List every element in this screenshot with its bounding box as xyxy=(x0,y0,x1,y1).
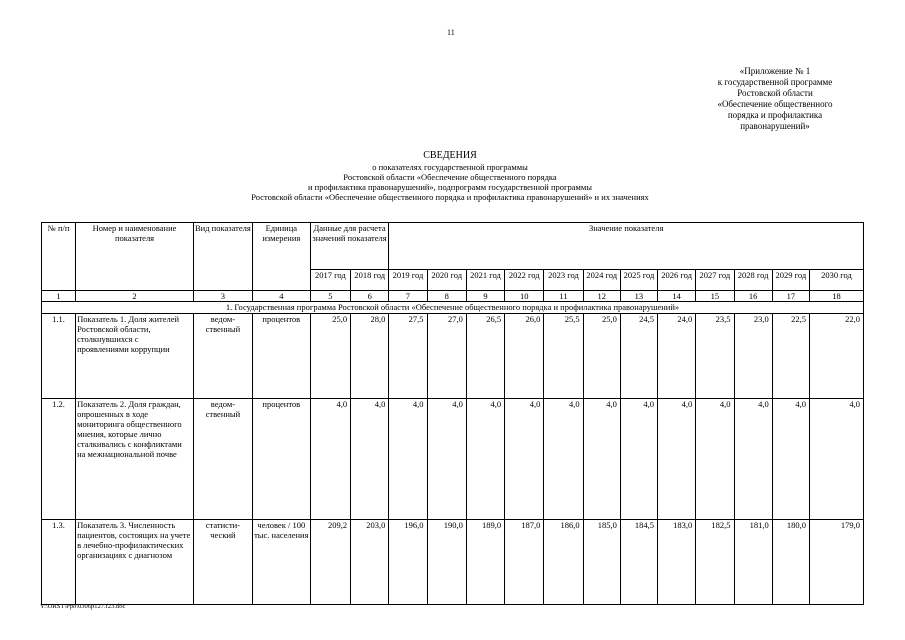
row-num: 1.3. xyxy=(42,520,76,605)
row-value: 4,0 xyxy=(658,399,696,520)
row-unit: процентов xyxy=(252,314,310,399)
row-value: 25,5 xyxy=(544,314,583,399)
row-value: 23,5 xyxy=(696,314,734,399)
row-value: 187,0 xyxy=(505,520,544,605)
column-number: 7 xyxy=(389,291,427,302)
column-number: 12 xyxy=(583,291,620,302)
document-title: СВЕДЕНИЯ xyxy=(423,150,477,161)
row-num: 1.2. xyxy=(42,399,76,520)
row-value: 27,0 xyxy=(427,314,466,399)
column-number: 17 xyxy=(772,291,809,302)
row-kind: ведом-ственный xyxy=(193,314,252,399)
row-value: 22,0 xyxy=(809,314,863,399)
row-value: 183,0 xyxy=(658,520,696,605)
column-number: 8 xyxy=(427,291,466,302)
table-row xyxy=(42,314,864,399)
appendix-line: правонарушений» xyxy=(740,121,810,131)
row-name: Показатель 3. Численность пациентов, состоящих на учете в лечебно-профилактических организациях с диагнозом xyxy=(76,520,194,605)
row-value: 182,5 xyxy=(696,520,734,605)
header-year: 2024 год xyxy=(583,270,620,291)
row-value: 28,0 xyxy=(351,314,389,399)
row-value: 203,0 xyxy=(351,520,389,605)
row-value: 4,0 xyxy=(466,399,504,520)
appendix-note xyxy=(690,66,860,132)
header-year: 2025 год xyxy=(620,270,657,291)
header-base: Данные для расчета значений показателя xyxy=(310,223,389,270)
header-year: 2017 год xyxy=(310,270,350,291)
heading-line: и профилактика правонарушений», подпрограмм государственной программы xyxy=(308,182,592,192)
heading-line: Ростовской области «Обеспечение общественного порядка и профилактика правонарушений» и их значениях xyxy=(251,192,649,202)
column-number: 9 xyxy=(466,291,504,302)
row-unit: человек / 100 тыс. населения xyxy=(252,520,310,605)
row-value: 4,0 xyxy=(310,399,350,520)
header-year: 2021 год xyxy=(466,270,504,291)
header-kind: Вид показателя xyxy=(193,223,252,291)
appendix-line: «Обеспечение общественного xyxy=(717,99,833,109)
header-name: Номер и наименование показателя xyxy=(76,223,194,291)
row-value: 4,0 xyxy=(544,399,583,520)
document-heading xyxy=(150,150,750,202)
row-value: 4,0 xyxy=(772,399,809,520)
column-number: 3 xyxy=(193,291,252,302)
row-value: 185,0 xyxy=(583,520,620,605)
header-year: 2023 год xyxy=(544,270,583,291)
row-value: 209,2 xyxy=(310,520,350,605)
row-value: 24,5 xyxy=(620,314,657,399)
row-value: 4,0 xyxy=(620,399,657,520)
column-numbers-row xyxy=(42,291,864,302)
header-value: Значение показателя xyxy=(389,223,864,270)
row-value: 26,0 xyxy=(505,314,544,399)
header-unit: Единица измерения xyxy=(252,223,310,291)
column-number: 16 xyxy=(734,291,772,302)
row-value: 23,0 xyxy=(734,314,772,399)
row-value: 196,0 xyxy=(389,520,427,605)
header-year: 2018 год xyxy=(351,270,389,291)
row-value: 181,0 xyxy=(734,520,772,605)
header-year: 2030 год xyxy=(809,270,863,291)
row-name: Показатель 2. Доля граждан, опрошенных в ходе мониторинга общественного мнения, которые лично сталкивались с конфликтами на межнациональной почве xyxy=(76,399,194,520)
header-year: 2019 год xyxy=(389,270,427,291)
row-kind: статисти-ческий xyxy=(193,520,252,605)
indicators-table xyxy=(41,222,864,605)
row-unit: процентов xyxy=(252,399,310,520)
header-year: 2028 год xyxy=(734,270,772,291)
appendix-line: порядка и профилактика xyxy=(727,110,823,120)
row-value: 4,0 xyxy=(809,399,863,520)
row-value: 186,0 xyxy=(544,520,583,605)
section-title: 1. Государственная программа Ростовской области «Обеспечение общественного порядка и профилактика правонарушений» xyxy=(42,302,864,314)
column-number: 13 xyxy=(620,291,657,302)
header-year: 2029 год xyxy=(772,270,809,291)
row-value: 25,0 xyxy=(583,314,620,399)
row-value: 179,0 xyxy=(809,520,863,605)
column-number: 14 xyxy=(658,291,696,302)
column-number: 2 xyxy=(76,291,194,302)
column-number: 6 xyxy=(351,291,389,302)
row-num: 1.1. xyxy=(42,314,76,399)
header-year: 2022 год xyxy=(505,270,544,291)
row-value: 25,0 xyxy=(310,314,350,399)
column-number: 18 xyxy=(809,291,863,302)
file-path-footer: Y:\ORST\Ppo\0306p127.f23.doc xyxy=(40,603,126,610)
column-number: 10 xyxy=(505,291,544,302)
row-kind: ведом-ственный xyxy=(193,399,252,520)
appendix-line: «Приложение № 1 xyxy=(739,66,811,76)
row-value: 27,5 xyxy=(389,314,427,399)
appendix-line: к государственной программе xyxy=(717,77,833,87)
header-year: 2026 год xyxy=(658,270,696,291)
row-value: 4,0 xyxy=(696,399,734,520)
row-value: 4,0 xyxy=(389,399,427,520)
row-value: 24,0 xyxy=(658,314,696,399)
page-number: 11 xyxy=(447,28,455,37)
column-number: 1 xyxy=(42,291,76,302)
column-number: 11 xyxy=(544,291,583,302)
row-name: Показатель 1. Доля жителей Ростовской области, столкнувшихся с проявлениями коррупции xyxy=(76,314,194,399)
row-value: 4,0 xyxy=(583,399,620,520)
row-value: 22,5 xyxy=(772,314,809,399)
table-row xyxy=(42,520,864,605)
row-value: 190,0 xyxy=(427,520,466,605)
row-value: 4,0 xyxy=(734,399,772,520)
column-number: 15 xyxy=(696,291,734,302)
heading-line: о показателях государственной программы xyxy=(372,162,528,172)
header-year: 2020 год xyxy=(427,270,466,291)
column-number: 4 xyxy=(252,291,310,302)
appendix-line: Ростовской области xyxy=(737,88,813,98)
header-year: 2027 год xyxy=(696,270,734,291)
row-value: 189,0 xyxy=(466,520,504,605)
heading-line: Ростовской области «Обеспечение общественного порядка xyxy=(343,172,557,182)
row-value: 4,0 xyxy=(427,399,466,520)
row-value: 4,0 xyxy=(351,399,389,520)
row-value: 180,0 xyxy=(772,520,809,605)
row-value: 184,5 xyxy=(620,520,657,605)
row-value: 4,0 xyxy=(505,399,544,520)
table-row xyxy=(42,399,864,520)
column-number: 5 xyxy=(310,291,350,302)
header-num: № п/п xyxy=(42,223,76,291)
row-value: 26,5 xyxy=(466,314,504,399)
